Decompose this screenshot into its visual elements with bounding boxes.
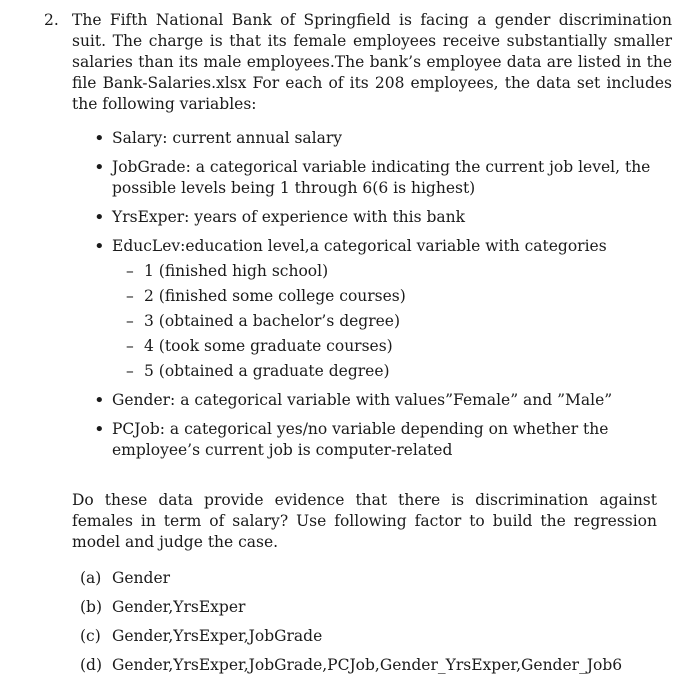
variable-item: • JobGrade: a categorical variable indicating the current job level, the possible levels being 1 through 6(6 is highest) — [0, 157, 652, 199]
option-text: Gender,YrsExper,JobGrade,PCJob,Gender_YrsExper,Gender_Job6 — [112, 656, 623, 674]
option-item — [0, 597, 622, 626]
option-text: Gender,YrsExper,JobGrade — [112, 627, 323, 645]
variable-item-educlev — [0, 236, 652, 382]
education-level-item: – 1 (finished high school) — [112, 261, 652, 282]
option-item — [0, 626, 622, 655]
option-item — [0, 655, 622, 684]
problem-intro: The Fifth National Bank of Springfield is facing a gender discrimination suit. The charge is that its female employees receive substantially smaller salaries than its male employees.The bank’s employee data are listed in the file Bank-Salaries.xlsx For each of its 208 employees, the data set includes the following variables: — [72, 11, 672, 113]
education-level-item: – 5 (obtained a graduate degree) — [112, 361, 652, 382]
variable-item-label: EducLev:education level,a categorical variable with categories — [112, 237, 607, 255]
option-item — [0, 568, 622, 597]
option-label: (c) — [80, 627, 101, 645]
variable-item: • Gender: a categorical variable with values”Female” and ”Male” — [0, 390, 652, 411]
option-text: Gender — [112, 569, 171, 587]
education-level-item: – 3 (obtained a bachelor’s degree) — [112, 311, 652, 332]
option-list — [0, 568, 622, 684]
option-text: Gender,YrsExper — [112, 598, 246, 616]
education-level-item: – 2 (finished some college courses) — [112, 286, 652, 307]
variable-item: • YrsExper: years of experience with this bank — [0, 207, 652, 228]
question-text: Do these data provide evidence that there is discrimination against females in term of salary? Use following factor to build the regression model and judge the case. — [72, 491, 657, 551]
education-level-list — [112, 261, 652, 382]
education-level-item: – 4 (took some graduate courses) — [112, 336, 652, 357]
variable-item: • Salary: current annual salary — [0, 128, 652, 149]
option-label: (b) — [80, 598, 103, 616]
variable-item: • PCJob: a categorical yes/no variable depending on whether the employee’s current job is computer-related — [0, 419, 652, 461]
problem-number: 2. — [44, 11, 59, 29]
option-label: (d) — [80, 656, 103, 674]
variable-list — [0, 128, 700, 469]
option-label: (a) — [80, 569, 102, 587]
